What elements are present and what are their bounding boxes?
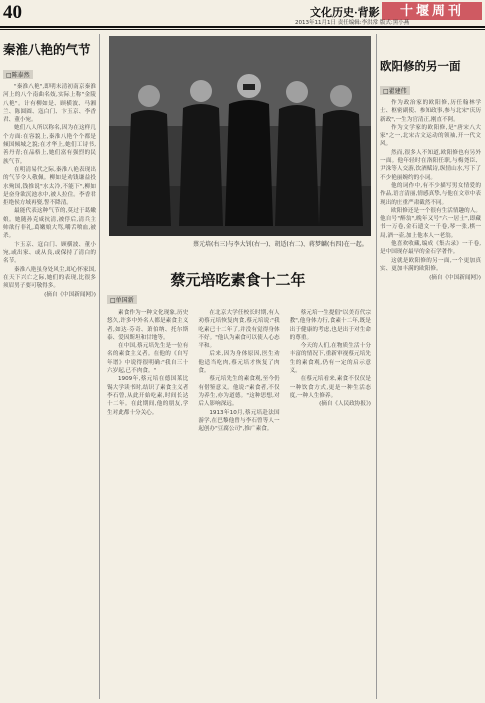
paragraph: 在蔡元培看来,素食不仅仅是一种饮食方式,更是一种生活态度,一种人生修养。 <box>289 376 371 399</box>
main-article-body <box>107 309 371 695</box>
paragraph: 最能代表这种气节的,莫过于葛嫩娘。她随孙克咸抗清,被俘后,清兵主帅欲行非礼,葛嫩娘大骂,嚼舌喷血,被杀。 <box>3 208 96 240</box>
column-divider <box>99 34 100 699</box>
paragraph: 今天的人们,在物质生活十分丰富的情况下,重新审视蔡元培先生的素食观,仍有一定的启示意义。 <box>289 343 371 375</box>
left-article-source: (摘自《中国新闻网》) <box>44 292 96 299</box>
paragraph: 然而,很多人不知道,欧阳修也有另外一面。他年轻时在洛阳任职,与梅尧臣、尹洙等人交游,饮酒赋诗,纵情山水,写下了不少艳丽婉约的小词。 <box>380 149 481 181</box>
text-column <box>198 309 279 695</box>
source-note: (摘自《人民政协报》) <box>319 401 371 408</box>
right-article-byline: □翟建伟 <box>380 86 410 95</box>
paragraph: 她们八人所以称名,因为在这样几个方面:在容貌上,秦淮八艳个个都是倾国倾城之貌;在才华上,她们工诗书,善丹青;在品格上,她们富有强烈的民族气节。 <box>3 125 96 165</box>
paragraph: 蔡元培先生的素食观,至今仍有借鉴意义。他说:"素食者,不仅为养生,亦为道德。"这种思想,对后人影响深远。 <box>198 376 280 408</box>
paragraph: 后来,因为身体原因,医生劝他适当吃肉,蔡元培才恢复了肉食。 <box>198 351 280 375</box>
right-article-body <box>380 99 481 273</box>
header-meta: 2013年11月1日 责任编辑:李洪常 版式:黑小燕 <box>295 20 410 26</box>
header-rule-thin <box>0 29 485 30</box>
photo-caption: 蔡元培(右三)与李大钊(右一)、胡适(右二)、蒋梦麟(右四)在一起。 <box>193 241 368 248</box>
paragraph: 这就是欧阳修的另一面,一个更加真实、更加丰满的欧阳修。 <box>380 257 481 272</box>
right-article <box>380 34 481 699</box>
paragraph: 作为政治家的欧阳修,历任翰林学士、枢密副使、参知政事,参与北宋"庆历新政",一生为官清正,刚直不阿。 <box>380 100 481 123</box>
paragraph: 在中国,蔡元培先生是一位有名的素食主义者。在他的《自写年谱》中说得很明确:"我自三十六岁起,已不肉食。" <box>107 343 189 375</box>
main-article-byline: □单国新 <box>107 295 137 304</box>
paragraph: 欧阳修还是一个很有生活情趣的人。他自号"醉翁",晚年又号"六一居士",即藏书一万卷,金石遗文一千卷,琴一张,棋一局,酒一壶,加上他本人一老翁。 <box>380 207 481 239</box>
header-rule <box>0 26 485 28</box>
paragraph: 1913年10月,蔡元培赴法国游学,在巴黎他曾与李石曾等人一起创办"豆腐公司",推广素食。 <box>198 409 280 433</box>
main-article <box>103 34 373 699</box>
paragraph: 卞玉京、寇白门、顾横波、董小宛,或出家、或从良,或保持了清白的名节。 <box>3 241 96 265</box>
paragraph: 1909年,蔡元培在德国莱比锡大学读书时,结识了素食主义者李石曾,从此开始吃素,时间长达十二年。在此期间,他的朋友,学生对此都十分关心。 <box>107 376 189 416</box>
paragraph: "秦淮八艳",即明末清初南京秦淮河上的八个南曲名妓,实际上称"金陵八艳"。计有柳如是、顾横波、马湘兰、陈圆圆、寇白门、卞玉京、李香君、董小宛。 <box>3 84 96 124</box>
left-article-body <box>3 83 96 290</box>
page-number: 40 <box>3 2 22 23</box>
left-article-byline: □陈泰然 <box>3 70 33 79</box>
paragraph: 在明清易代之际,秦淮八艳表现出的气节令人敬佩。柳如是劝钱谦益投水殉国,钱推说"水太冷,不能下",柳如是奋身欲沉池水中,被人拉住。李香君拒绝侯方域再娶,誓不降清。 <box>3 166 96 207</box>
right-article-source: (摘自《中国新闻网》) <box>429 275 481 282</box>
paragraph: 蔡元培一生提倡"以美育代宗教",他身体力行,食素十二年,既是出于健康的考虑,也是出于对生命的尊重。 <box>289 310 371 341</box>
paragraph: 作为文学家的欧阳修,是"唐宋八大家"之一,北宋古文运动的领袖,开一代文风。 <box>380 124 481 148</box>
historical-photo <box>109 36 371 236</box>
weekly-badge: 十堰周刊 <box>382 2 482 20</box>
paragraph: 他的词作中,有不少描写男女情爱的作品,语言清丽,情感真挚,与他在文章中表现出的庄重严肃截然不同。 <box>380 182 481 206</box>
right-article-title: 欧阳修的另一面 <box>380 61 461 73</box>
main-article-title: 蔡元培吃素食十二年 <box>170 273 306 289</box>
page-header <box>0 0 485 30</box>
paragraph: 他喜欢收藏,编成《集古录》一千卷,是中国现存最早的金石学著作。 <box>380 241 481 256</box>
text-column <box>107 309 188 695</box>
column-divider <box>376 34 377 699</box>
paragraph: 秦淮八艳虽身处风尘,却心怀家国,在天下兴亡之际,她们的表现,比很多须眉男子要可敬得多。 <box>3 266 96 290</box>
left-article-title: 秦淮八艳的气节 <box>3 43 91 57</box>
section-title: 文化历史·背影 <box>310 7 380 19</box>
paragraph: 素食作为一种文化现象,历史悠久,许多中外名人都是素食主义者,如达·芬奇、萧伯纳、托尔斯泰、爱因斯坦和甘地等。 <box>107 310 189 341</box>
text-column <box>290 309 371 695</box>
paragraph: 在北京大学任校长时期,有人劝蔡元培恢复肉食,蔡元培说:"我吃素已十二年了,并没有觉得身体不好。"他认为素食可以使人心态平和。 <box>198 310 280 350</box>
left-article <box>3 34 96 699</box>
